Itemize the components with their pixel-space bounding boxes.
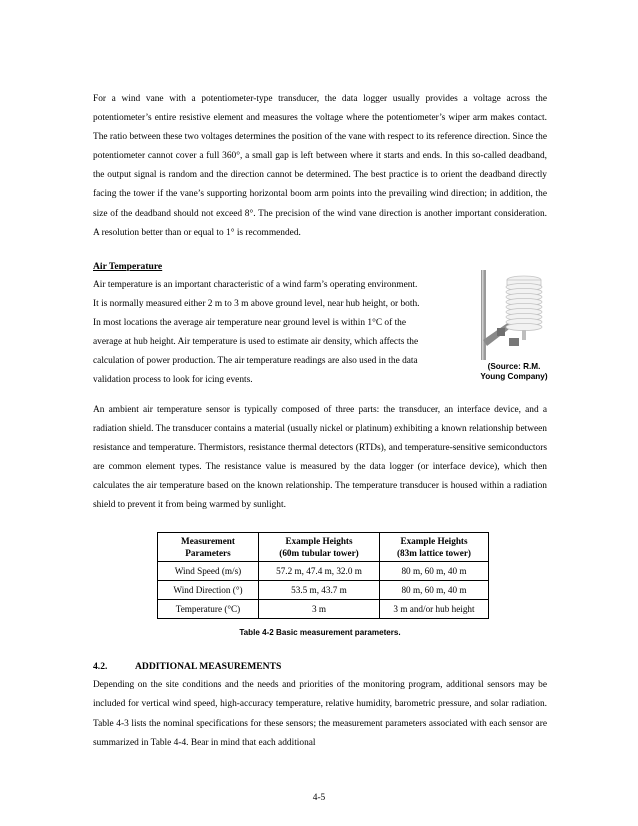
additional-measurements-paragraph: Depending on the site conditions and the needs and priorities of the monitoring program, additional sensors may be included for vertical wind speed, high-accuracy temperature, relative humidity, barometric pressure, and solar radiation. Table 4-3 lists the nominal specifications for these sensors; the measurement parameters associated with each sensor are summarized in Table 4-4. Bear in mind that each additional [93, 680, 547, 748]
table-header-cell: Example Heights (60m tubular tower) [259, 533, 380, 562]
air-line: calculation of power production. The air temperature readings are also used in the data [93, 356, 418, 367]
table-header-row [158, 533, 489, 562]
air-line: validation process to look for icing events. [93, 375, 253, 386]
figure-caption-line: (Source: R.M. [487, 361, 541, 371]
wind-vane-paragraph: For a wind vane with a potentiometer-type transducer, the data logger usually provides a voltage across the potentiometer’s entire resistive element and measures the voltage where the potentiometer’s wiper arm makes contact. The ratio between these two voltages determines the position of the vane with respect to its reference direction. Since the potentiometer cannot cover a full 360°, a small gap is left between where it starts and ends. In this so-called deadband, the output signal is random and the direction cannot be determined. The best practice is to orient the deadband directly facing the tower if the vane’s supporting horizontal boom arm points into the prevailing wind direction; in addition, the size of the deadband should not exceed 8°. The precision of the wind vane direction is another important consideration. A resolution better than or equal to 1° is recommended. [93, 94, 548, 238]
section-number: 4.2. [93, 661, 108, 673]
sensor-composition-paragraph: An ambient air temperature sensor is typically composed of three parts: the transducer, an interface device, and a radiation shield. The transducer contains a material (usually nickel or platinum) exhibiting a known relationship between resistance and temperature. Thermistors, resistance thermal detectors (RTDs), and temperature-sensitive semiconductors are common element types. The resistance value is measured by the data logger (or interface device), which then calculates the air temperature based on the known relationship. The temperature transducer is housed within a radiation shield to prevent it from being warmed by sunlight. [93, 404, 547, 511]
table-cell: 3 m [259, 600, 380, 619]
measurement-parameters-table [157, 532, 489, 619]
air-line: average at hub height. Air temperature is used to estimate air density, which affects the [93, 337, 419, 348]
air-line: It is normally measured either 2 m to 3 m above ground level, near hub height, or both. [93, 298, 420, 309]
air-temperature-text [93, 276, 463, 391]
table-row [158, 562, 489, 581]
table-caption: Table 4-2 Basic measurement parameters. [239, 628, 401, 638]
air-line: Air temperature is an important characteristic of a wind farm’s operating environment. [93, 279, 418, 290]
figure-caption [469, 362, 559, 383]
table-cell: Temperature (°C) [158, 600, 259, 619]
table-cell: Wind Direction (°) [158, 581, 259, 600]
document-page [93, 90, 547, 753]
radiation-shield-image [469, 270, 559, 362]
table-header-cell: Measurement Parameters [158, 533, 259, 562]
table-cell: 57.2 m, 47.4 m, 32.0 m [259, 562, 380, 581]
page-number: 4-5 [312, 793, 326, 803]
table-row [158, 600, 489, 619]
table-cell: Wind Speed (m/s) [158, 562, 259, 581]
radiation-shield-photo [469, 270, 559, 390]
air-temperature-heading: Air Temperature [93, 260, 163, 272]
table-cell: 53.5 m, 43.7 m [259, 581, 380, 600]
table-cell: 3 m and/or hub height [380, 600, 489, 619]
table-cell: 80 m, 60 m, 40 m [380, 562, 489, 581]
section-heading [93, 657, 547, 676]
figure-caption-line: Young Company) [480, 372, 548, 382]
section-title: ADDITIONAL MEASUREMENTS [135, 661, 282, 673]
air-temperature-block [93, 276, 547, 391]
table-cell: 80 m, 60 m, 40 m [380, 581, 489, 600]
air-line: In most locations the average air temperature near ground level is within 1°C of the [93, 317, 407, 328]
table-row [158, 581, 489, 600]
table-header-cell: Example Heights (83m lattice tower) [380, 533, 489, 562]
